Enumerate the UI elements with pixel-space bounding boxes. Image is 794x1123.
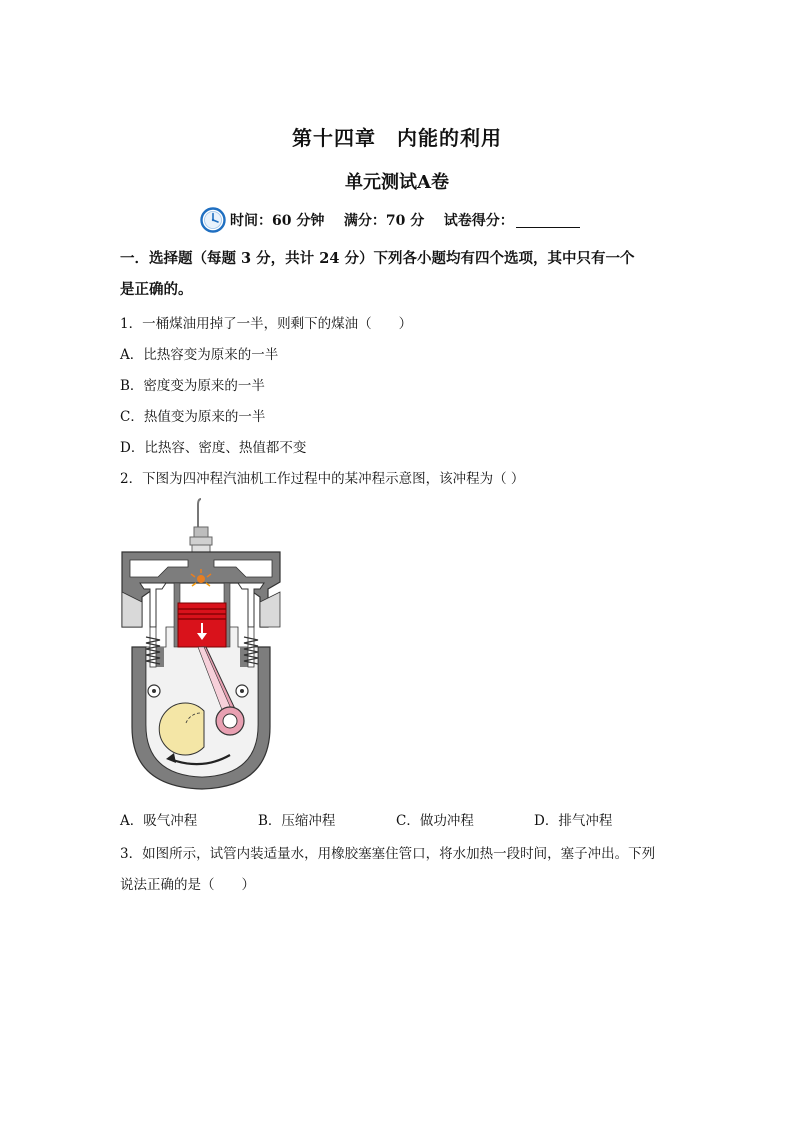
question-1-option-a: A．比热容变为原来的一半 [120,347,279,363]
section-heading: 一．选择题（每题 3 分，共计 24 分）下列各小题均有四个选项，其中只有一个 [120,250,635,267]
section-heading-cont: 是正确的。 [120,281,193,298]
question-2-option-b: B．压缩冲程 [258,813,336,829]
question-2-option-a: A．吸气冲程 [120,813,198,829]
question-1-stem: 1．一桶煤油用掉了一半，则剩下的煤油（ ） [120,316,413,332]
piston [178,603,226,647]
exam-meta [200,206,580,234]
clock-icon [200,207,226,233]
full-score: 满分：70 分 [343,213,425,229]
question-2-options [120,809,672,829]
test-subtitle: 单元测试A卷 [345,172,449,193]
chapter-title: 第十四章 内能的利用 [292,126,502,150]
question-2-stem: 2．下图为四冲程汽油机工作过程中的某冲程示意图，该冲程为（ ） [120,471,525,487]
score-blank[interactable] [516,213,580,228]
question-2-option-d: D．排气冲程 [534,813,613,829]
spark-plug [190,499,212,555]
question-3-stem: 3．如图所示，试管内装适量水，用橡胶塞塞住管口，将水加热一段时间，塞子冲出。下列 [120,846,656,862]
question-1-option-c: C．热值变为原来的一半 [120,409,266,425]
question-3-stem-cont: 说法正确的是（ ） [120,877,255,893]
time-limit: 时间：60 分钟 [230,213,325,229]
score-label: 试卷得分： [443,213,514,229]
engine-stroke-diagram [118,497,286,793]
question-1-option-b: B．密度变为原来的一半 [120,378,265,394]
question-1-option-d: D．比热容、密度、热值都不变 [120,440,307,456]
question-2-option-c: C．做功冲程 [396,813,474,829]
